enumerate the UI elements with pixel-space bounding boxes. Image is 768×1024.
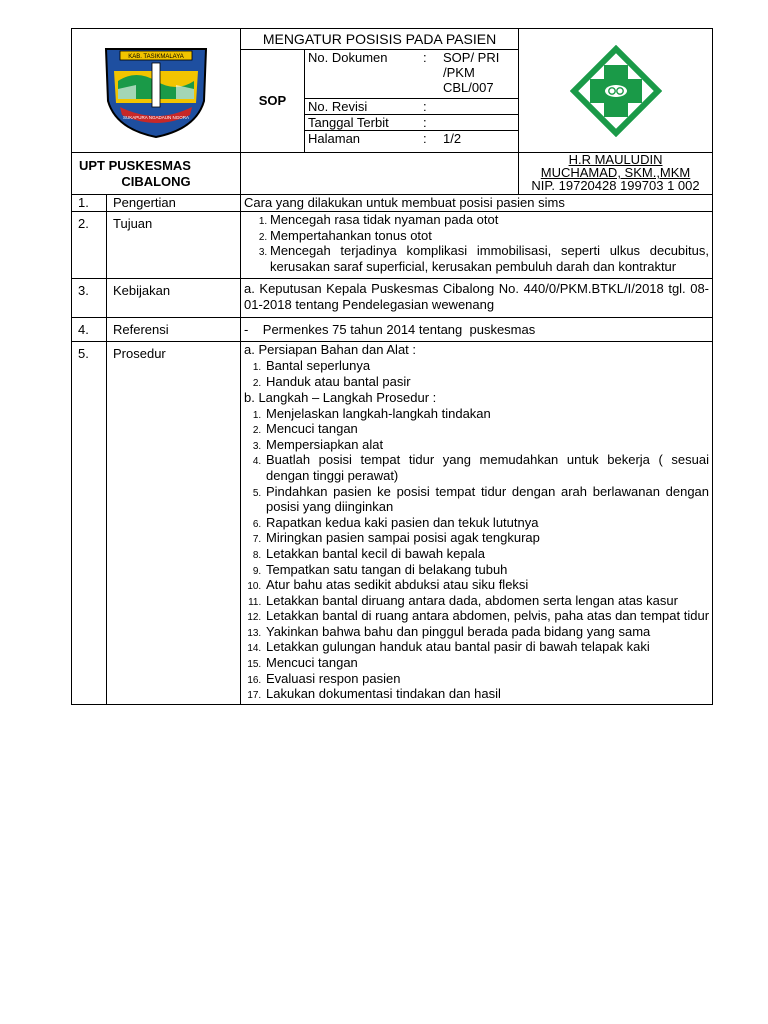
svg-text:KAB. TASIKMALAYA: KAB. TASIKMALAYA	[128, 53, 184, 60]
list-item: 3. Mempersiapkan alat	[264, 437, 709, 453]
list-item: 13. Yakinkan bahwa bahu dan pinggul berada pada bidang yang sama	[264, 624, 709, 640]
list-item: 2. Mempertahankan tonus otot	[270, 228, 709, 244]
puskesmas-logo-icon	[570, 45, 662, 137]
prosedur-part-a: a. Persiapan Bahan dan Alat :	[244, 342, 417, 358]
svg-text:SUKAPURA NGADAUN NGORA: SUKAPURA NGADAUN NGORA	[122, 114, 190, 120]
section-prosedur: 5. Prosedur a. Persiapan Bahan dan Alat : 1. Bantal seperlunya 2. Handuk atau bantal pasir b. Langkah – Langkah Prosedur : 1. Menjelaskan langkah-langkah tindakan 2. Mencuci tangan 3. Mempersiapkan alat 4. Buatlah posisi tempat tidur yang memudahkan untuk bekerja ( sesuai dengan tinggi perawat) 5. Pindahkan pasien ke posisi tempat tidur dengan arah berlawanan dengan posisi yang diinginkan 6. Rapatkan kedua kaki pasien dan tekuk lututnya 7. Miringkan pasien sampai posisi agak tengkurap 8. Letakkan bantal kecil di bawah kepala 9. Tempatkan satu tangan di belakang tubuh 10. Atur bahu atas sedikit abduksi atau siku fleksi 11. Letakkan bantal diruang antara dada, abdomen serta lengan atas kasur 12. Letakkan bantal di ruang antara abdomen, pelvis, paha atas dan tempat tidur 13. Yakinkan bahwa bahu dan pinggul berada pada bidang yang sama 14. Letakkan gulungan handuk atau bantal pasir di bawah telapak kaki 15. Mencuci tangan 16. Evaluasi respon pasien 17. Lakukan dokumentasi tindakan dan hasil	[72, 342, 713, 704]
meta-row-revision: No. Revisi :	[305, 98, 518, 114]
list-item: 5. Pindahkan pasien ke posisi tempat tidur dengan arah berlawanan dengan posisi yang diinginkan	[264, 484, 709, 515]
list-item: 17. Lakukan dokumentasi tindakan dan hasil	[264, 686, 709, 702]
meta-row-page: Halaman : 1/2	[308, 130, 462, 146]
list-item: 4. Buatlah posisi tempat tidur yang memudahkan untuk bekerja ( sesuai dengan tinggi perawat)	[264, 452, 709, 483]
prosedur-part-b: b. Langkah – Langkah Prosedur :	[244, 389, 437, 405]
list-item: 3. Mencegah terjadinya komplikasi immobilisasi, seperti ulkus decubitus, kerusakan saraf superficial, kerusakan pembuluh darah dan kontraktur	[270, 243, 709, 274]
section-referensi: 4. Referensi - Permenkes 75 tahun 2014 tentang puskesmas	[72, 318, 713, 342]
section-pengertian: 1. Pengertian Cara yang dilakukan untuk membuat posisi pasien sims	[72, 195, 713, 212]
alat-list	[244, 358, 709, 389]
section-kebijakan: 3. Kebijakan a. Keputusan Kepala Puskesmas Cibalong No. 440/0/PKM.BTKL/I/2018 tgl. 08-01-2018 tentang Pendelegasian wewenang	[72, 279, 713, 318]
langkah-list	[244, 406, 709, 702]
list-item: 2. Mencuci tangan	[264, 421, 709, 437]
list-item: 6. Rapatkan kedua kaki pasien dan tekuk lututnya	[264, 515, 709, 531]
meta-row-issue-date: Tanggal Terbit :	[305, 114, 518, 130]
section-tujuan: 2. Tujuan 1. Mencegah rasa tidak nyaman pada otot 2. Mempertahankan tonus otot 3. Mencegah terjadinya komplikasi immobilisasi, seperti ulkus decubitus, kerusakan saraf superficial, kerusakan pembuluh darah dan kontraktur	[72, 212, 713, 279]
list-item: 1. Mencegah rasa tidak nyaman pada otot	[270, 212, 709, 228]
doc-number-value: SOP/ PRI /PKM CBL/007	[440, 50, 518, 98]
list-item: 10. Atur bahu atas sedikit abduksi atau siku fleksi	[264, 577, 709, 593]
regency-shield-icon	[96, 41, 216, 141]
list-item: 15. Mencuci tangan	[264, 655, 709, 671]
list-item: 1. Menjelaskan langkah-langkah tindakan	[264, 406, 709, 422]
list-item: 11. Letakkan bantal diruang antara dada, abdomen serta lengan atas kasur	[264, 593, 709, 609]
list-item: 14. Letakkan gulungan handuk atau bantal pasir di bawah telapak kaki	[264, 639, 709, 655]
list-item: 12. Letakkan bantal di ruang antara abdomen, pelvis, paha atas dan tempat tidur	[264, 608, 709, 624]
list-item: 8. Letakkan bantal kecil di bawah kepala	[264, 546, 709, 562]
document-title: MENGATUR POSISIS PADA PASIEN	[241, 29, 519, 50]
sop-table	[71, 28, 713, 705]
list-item: 1. Bantal seperlunya	[264, 358, 709, 374]
puskesmas-logo-cell	[519, 29, 713, 153]
list-item: 2. Handuk atau bantal pasir	[264, 374, 709, 390]
signatory: H.R MAULUDIN MUCHAMAD, SKM.,MKM NIP. 19720428 199703 1 002	[519, 153, 713, 195]
list-item: 9. Tempatkan satu tangan di belakang tubuh	[264, 562, 709, 578]
document-meta	[305, 50, 519, 153]
list-item: 16. Evaluasi respon pasien	[264, 671, 709, 687]
empty-header-cell	[241, 153, 519, 195]
regency-logo-cell	[72, 29, 241, 153]
meta-row-doc-no: No. Dokumen : SOP/ PRI /PKM CBL/007	[305, 50, 518, 98]
organization-name: UPT PUSKESMAS CIBALONG	[72, 153, 241, 195]
list-item: 7. Miringkan pasien sampai posisi agak tengkurap	[264, 530, 709, 546]
sop-document	[71, 28, 712, 705]
sop-label: SOP	[241, 50, 305, 153]
